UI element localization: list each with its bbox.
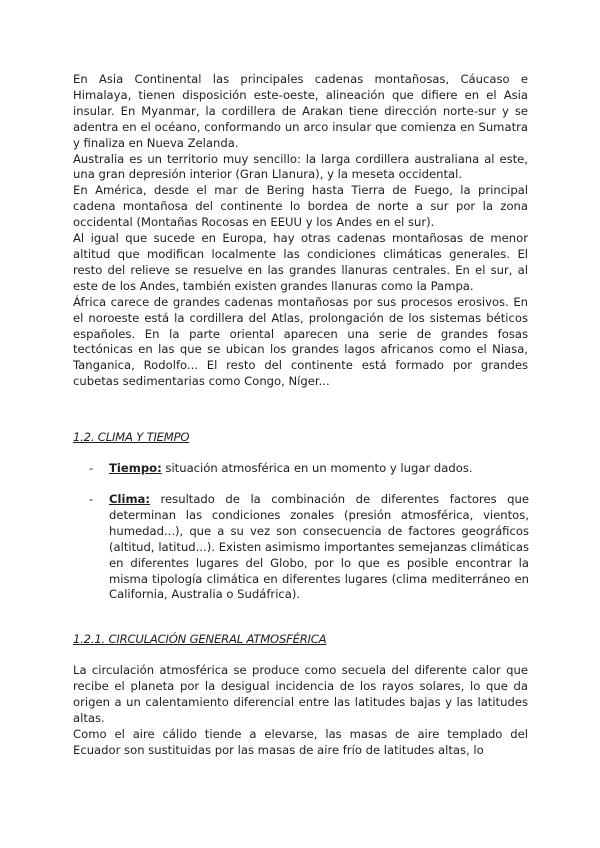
- definition-term-clima: Clima:: [109, 492, 150, 506]
- list-dash: -: [89, 461, 94, 475]
- section-heading-circulacion: 1.2.1. CIRCULACIÓN GENERAL ATMOSFÉRICA: [73, 632, 327, 646]
- list-dash: -: [89, 492, 94, 506]
- section-heading-clima-tiempo: 1.2. CLIMA Y TIEMPO: [73, 430, 190, 444]
- definition-list-clima: [89, 492, 529, 603]
- definition-item-clima: [89, 492, 529, 603]
- paragraph-america-relief: Al igual que sucede en Europa, hay otras cadenas montañosas de menor altitud que modifican localmente las condiciones climáticas generales. El resto del relieve se resuelve en las grandes llanuras centrales. En el sur, al este de los Andes, también existen grandes llanuras como la Pampa.: [73, 231, 528, 293]
- definition-text-clima: resultado de la combinación de diferentes factores que determinan las condiciones zonales (presión atmosférica, vientos, humedad...), que a su vez son consecuencia de factores geográficos (altitud, latitud...). Existen asimismo importantes semejanzas climáticas en diferentes lugares del Globo, por lo que es posible encontrar la misma tipología climática en diferentes lugares (clima mediterráneo en California, Australia o Sudáfrica).: [109, 492, 529, 602]
- paragraph-australia: Australia es un territorio muy sencillo: la larga cordillera australiana al este, una gran depresión interior (Gran Llanura), y la meseta occidental.: [73, 151, 528, 182]
- definition-text-tiempo: situación atmosférica en un momento y lugar dados.: [161, 461, 473, 475]
- intro-text-block: [73, 72, 528, 390]
- definition-list-tiempo: [89, 461, 529, 477]
- paragraph-africa: África carece de grandes cadenas montañosas por sus procesos erosivos. En el noroeste está la cordillera del Atlas, prolongación de los sistemas béticos españoles. En la parte oriental aparecen una serie de grandes fosas tectónicas en las que se ubican los grandes lagos africanos como el Niasa, Tanganica, Rodolfo... El resto del continente está formado por grandes cubetas sedimentarias como Congo, Níger...: [73, 294, 528, 389]
- definition-item-tiempo: [89, 461, 529, 477]
- circulation-text-block: [73, 663, 528, 758]
- paragraph-circulation-2: Como el aire cálido tiende a elevarse, las masas de aire templado del Ecuador son sustituidas por las masas de aire frío de latitudes altas, lo: [73, 726, 528, 757]
- paragraph-america: En América, desde el mar de Bering hasta Tierra de Fuego, la principal cadena montañosa del continente lo bordea de norte a sur por la zona occidental (Montañas Rocosas en EEUU y los Andes en el sur).: [73, 183, 528, 230]
- paragraph-asia: En Asia Continental las principales cadenas montañosas, Cáucaso e Himalaya, tienen disposición este-oeste, alineación que difiere en el Asia insular. En Myanmar, la cordillera de Arakan tiene dirección norte-sur y se adentra en el océano, conformando un arco insular que comienza en Sumatra y finaliza en Nueva Zelanda.: [73, 72, 528, 150]
- paragraph-circulation-1: La circulación atmosférica se produce como secuela del diferente calor que recibe el planeta por la desigual incidencia de los rayos solares, lo que da origen a un calentamiento diferencial entre las latitudes bajas y las latitudes altas.: [73, 663, 528, 725]
- definition-term-tiempo: Tiempo:: [109, 461, 162, 475]
